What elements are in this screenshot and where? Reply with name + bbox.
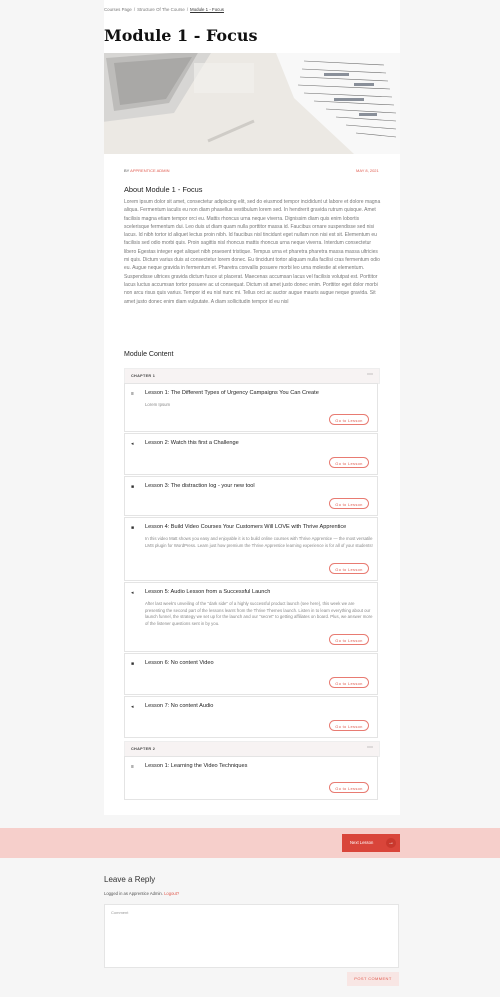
logged-in-text: Logged in as Apprentice Admin. Logout? [104,891,180,896]
go-to-lesson-button[interactable]: Go to Lesson [329,782,369,793]
go-to-lesson-button[interactable]: Go to Lesson [329,498,369,509]
next-lesson-label: Next Lesson [350,840,374,845]
chapter-1-header[interactable] [124,368,380,384]
go-to-lesson-button[interactable]: Go to Lesson [329,563,369,574]
breadcrumb: Courses Page / Structure Of The Course / Module 1 - Focus [104,7,224,12]
reply-title: Leave a Reply [104,875,156,884]
post-comment-button[interactable]: POST COMMENT [347,972,399,986]
go-to-lesson-button[interactable]: Go to Lesson [329,720,369,731]
breadcrumb-current[interactable]: Module 1 - Focus [190,7,224,12]
arrow-right-icon: → [388,840,394,846]
breadcrumb-structure-link[interactable]: Structure Of The Course [137,7,185,12]
lesson-title: Lesson 7: No content Audio [145,703,214,709]
lesson-title: Lesson 3: The distraction log - your new tool [145,483,255,489]
video-icon: ■ [131,484,135,490]
about-heading: About Module 1 - Focus [124,185,203,194]
author-link[interactable]: APPRENTICE ADMIN [130,168,170,173]
lesson-description: Lorem Ipsum [145,402,171,407]
go-to-lesson-button[interactable]: Go to Lesson [329,677,369,688]
post-author: BY APPRENTICE ADMIN [124,168,170,173]
audio-icon: ◂ [131,590,134,596]
video-icon: ■ [131,525,135,531]
lesson-title: Lesson 4: Build Video Courses Your Customers Will LOVE with Thrive Apprentice [145,524,347,530]
lesson-item[interactable] [124,696,378,738]
lesson-item[interactable] [124,582,378,652]
module-content-heading: Module Content [124,351,174,358]
comment-field[interactable] [104,904,399,968]
text-lines-icon: ≡ [131,391,134,397]
go-to-lesson-button[interactable]: Go to Lesson [329,457,369,468]
video-icon: ■ [131,661,135,667]
lesson-title: Lesson 1: Learning the Video Techniques [145,763,248,769]
lesson-description: In this video Matt shows you easy and enjoyable it is to build online courses with Thrive Apprentice — the most versatile LMS plugin for WordPress. Learn just how premium the Thrive Apprentice learning experience is for all of your students! [145,536,373,548]
lesson-description: After last week's unveiling of the "dark side" of a highly successful product launch (see here), this week we are presenting the second part of the lessons learnt from the Thrive Themes launch. Listen in to learn everything about our launch funnel, the strategy we set up for the launch and our "secret" to getting affiliates on board. Plus, we answer more of the listener questions sent in by you. [145,601,373,627]
lesson-title: Lesson 1: The Different Types of Urgency Campaigns You Can Create [145,390,319,396]
lesson-title: Lesson 6: No content Video [145,660,214,666]
lesson-item[interactable] [124,476,378,516]
page-title: Module 1 - Focus [104,26,258,45]
lesson-item[interactable] [124,756,378,800]
lesson-item[interactable] [124,653,378,695]
more-icon[interactable]: ⋯ [367,745,373,751]
go-to-lesson-button[interactable]: Go to Lesson [329,414,369,425]
audio-icon: ◂ [131,704,134,710]
about-text: Lorem ipsum dolor sit amet, consectetur adipiscing elit, sed do eiusmod tempor incididunt ut labore et dolore magna aliqua. Fermentum iaculis eu non diam phasellus vestibulum lorem sed. In hendrerit gravida rutrum quisque. Amet facilisis magna etiam tempor orci eu. Mattis rhoncus urna neque viverra. Dignissim diam quis enim lobortis scelerisque fermentum dui. Leo duis ut diam quam nulla porttitor massa id. Faucibus ornare suspendisse sed nisi lacus. Id nibh tortor id aliquet lectus proin nibh. Id faucibus nisl tincidunt eget nullam non nisi est sit. Elementum eu facilisis sed odio morbi quis. Proin sagittis nisl rhoncus mattis rhoncus urna neque viverra. Interdum consectetur libero Egestas integer eget aliquet nibh praesent tristique. Tempus urna et pharetra pharetra massa massa ultricies mi quis. Dictum varius duis at consectetur lorem donec. Eu tincidunt tortor aliquam nulla facilisi cras fermentum odio eu. Augue neque gravida in fermentum et. Pharetra convallis posuere morbi leo urna molestie at elementum. Suspendisse ultrices gravida dictum fusce ut placerat. Maecenas accumsan lacus vel facilisis volutpat est. Porttitor lacus luctus accumsan tortor posuere ac ut consequat. Dictum sit amet justo donec enim. Porttitor eget dolor morbi non arcu risus quis varius. Tempor id eu nisl nunc mi. Tellus orci ac auctor augue mauris augue neque gravida. Sit amet justo donec enim diam vulputate. A diam sollicitudin tempor id eu nisl [124,199,381,305]
chapter-2-header[interactable] [124,741,380,757]
next-lesson-band [0,828,500,858]
next-lesson-button[interactable] [342,834,400,852]
lesson-item[interactable] [124,433,378,475]
lesson-item[interactable] [124,517,378,581]
chapter-label: CHAPTER 1 [131,374,156,378]
breadcrumb-courses-link[interactable]: Courses Page [104,7,132,12]
go-to-lesson-button[interactable]: Go to Lesson [329,634,369,645]
more-icon[interactable]: ⋯ [367,372,373,378]
logout-link[interactable]: Logout? [164,891,180,896]
lesson-title: Lesson 5: Audio Lesson from a Successful Launch [145,589,271,595]
hero-image [104,53,400,154]
audio-icon: ◂ [131,441,134,447]
chapter-label: CHAPTER 2 [131,747,156,751]
text-lines-icon: ≡ [131,764,134,770]
lesson-title: Lesson 2: Watch this first a Challenge [145,440,239,446]
post-date: MAY 8, 2021 [356,168,379,173]
comment-placeholder: Comment [111,910,129,915]
lesson-item[interactable] [124,383,378,432]
